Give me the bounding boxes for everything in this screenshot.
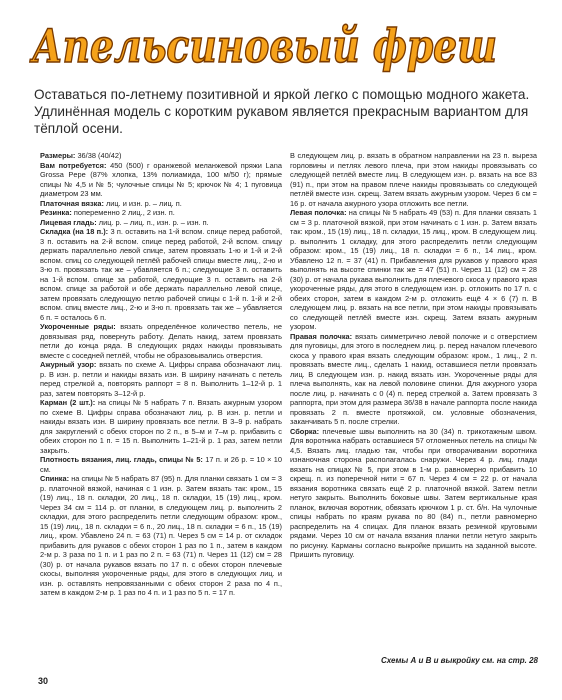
instruction-text: на спицы № 5 набрать 7 п. Вязать ажурным узором по схеме В. Цифры справа обозначают лиц. р. В изн. р. петли и накиды вязать изн. В ширину провязать все петли. В 3–9 р. набрать для закруглений с обеих сторон по 2 п., в 5–м и 7–м р. прибавить с обеих сторон по 1 п. = 15 п. Выполнить 1–21-й р. 1 раз, затем петли закрыть.	[40, 398, 282, 455]
instruction-heading: Левая полочка:	[290, 208, 347, 217]
instruction-heading: Вам потребуется:	[40, 160, 107, 170]
instruction-text: плечевые швы выполнить на 30 (34) п. трикотажным швом. Для воротника набрать оставшиеся 57 отложенных петель на спицы № 4,5. Вязать лиц. гладью так, чтобы при отворачивании воротника изнаночная сторона располагалась снаружи. Через 4 р. лиц. глади вязать на спицах № 5, при этом в 1-м р. равномерно прибавить 10 скрещ. п. из поперечной нити = 67 п. Через 4 см = 22 р. от начала вязания воротника связать ещё 2 р. платочной вязкой. Затем петли нетуго закрыть. Выполнить боковые швы. Затем вертикальные края планок, включая воротник, обвязать крючком 1 р. ст. б/н. На чулочные спицы набрать по краям рукава по 80 (84) п., петли равномерно распределить на 4 спицах. Для планок вязать резинкой круговыми рядами. Через 10 см от начала вязания планки петли нетуго закрыть по рисунку. Карманы согласно выкройке пришить на заданной высоте. Пришить пуговицу.	[290, 426, 537, 559]
instruction-text: 36/38 (40/42)	[75, 151, 122, 160]
title-text: Апельсиновый фреш	[29, 19, 498, 73]
instruction-heading: Резинка:	[40, 208, 72, 217]
instruction-paragraph	[40, 161, 282, 199]
instruction-paragraph	[290, 208, 537, 332]
instruction-text: 450 (500) г оранжевой меланжевой пряжи Lana Grossa Pepe (87% хлопка, 13% полиамида, 100 м/50 г); прямые спицы № 4,5 и № 5; чулочные спицы № 5; крючок № 4; 1 пуговица диаметром 23 мм.	[40, 160, 282, 198]
instruction-paragraph	[290, 427, 537, 560]
instruction-heading: Платочная вязка:	[40, 198, 104, 208]
instruction-paragraph	[40, 474, 282, 598]
intro-paragraph: Оставаться по-летнему позитивной и яркой легко с помощью модного жакета. Удлинённая модель с коротким рукавом является прекрасным вариантом для тёплой осени.	[34, 87, 530, 136]
instruction-paragraph	[40, 398, 282, 455]
instruction-text: 3 п. оставить на 1-й вспом. спице перед работой, 3 п. оставить на 2-й вспом. спице перед работой, 2-й вспом. спицу держать параллельно левой спице, затем провязать 1-ю и 1-й и 2-й вспом. спиц со следующей петлёй рабочей спицы вместе лиц., 2-ю и 3-ю п. провязать так же – убавляется 6 п.; следующие 3 п. оставить на 1-й вспом. спице за работой, следующие 3 п. оставить на 2-й вспом. спице за работой и обе держать параллельно левой спице, затем провязать следующую петлю рабочей спицы с 1-й п. 1-й и 2-й вспом. спиц вместе лиц., 2-ю и 3-ю п. провязать так же – убавляется 6 п. = осталось 6 п.	[40, 227, 282, 322]
instruction-text: вязать определённое количество петель, не довязывая ряд, повернуть работу. Делать накид, затем провязать петли до конца ряда. В следующих рядах накиды провязывать вместе с соседней петлёй, чтобы не образовывались отверстия.	[40, 322, 282, 360]
instruction-heading: Сборка:	[290, 426, 320, 436]
instruction-text: на спицы № 5 набрать 49 (53) п. Для планки связать 1 см = 3 р. платочной вязкой, при этом начинать с 1 изн. р. Затем вязать так: кром., 15 (19) лиц., 18 п. складки, 15 лиц., кром. В следующем лиц. р. выполнить 1 складку, для этого распределить петли следующим образом: кром., 15 (19) лиц., 18 п. складки = 6 п., 14 лиц., кром. Убавлено 12 п. = 37 (41) п. Прибавления для рукавов у правого края выполнять на высоте спинки так же = 47 (51) п. Через 11 (12) см = 28 (30) р. от начала рукава выполнить для плечевого скоса у правого края укороченные ряды, для этого в следующем изн. р. отложить по 17 п. с обеих сторон, затем в каждом 2-м р. отложить ещё 4 × 6 (7) п. В следующем лиц. р. вязать на все петли, при этом накиды провязывать со следующей петлёй вместе изн. скрещ. Затем вязать ажурным узором.	[290, 208, 537, 331]
instruction-text: вязать по схеме А. Цифры справа обозначают лиц. р. В изн. р. петли и накиды вязать изн. В ширину начинать с петель перед стрелкой а, повторять раппорт = 8 п. Выполнить 1–12-й р. 1 раз, затем повторять 3–12-й р.	[40, 360, 282, 398]
instruction-text: лиц. р. – лиц. п., изн. р. – изн. п.	[96, 217, 209, 227]
instruction-heading: Укороченные ряды:	[40, 322, 116, 331]
instruction-heading: Размеры:	[40, 151, 76, 160]
instruction-paragraph	[290, 151, 537, 208]
instruction-heading: Ажурный узор:	[40, 360, 97, 369]
instruction-paragraph	[40, 455, 282, 474]
instruction-paragraph	[40, 227, 282, 322]
instruction-heading: Плотность вязания, лиц. гладь, спицы № 5:	[40, 455, 203, 464]
instruction-heading: Складка (на 18 п.):	[40, 227, 109, 236]
instruction-paragraph	[40, 218, 282, 228]
instruction-heading: Правая полочка:	[290, 331, 353, 341]
instruction-paragraph	[40, 322, 282, 360]
schemes-reference-note: Схемы А и В и выкройку см. на стр. 28	[381, 656, 538, 665]
instruction-paragraph	[40, 360, 282, 398]
instruction-heading: Спинка:	[40, 474, 70, 483]
instruction-paragraph	[40, 208, 282, 218]
page-number: 30	[38, 676, 49, 686]
instruction-text: 17 п. и 26 р. = 10 × 10 см.	[40, 455, 282, 474]
page-title	[22, 14, 542, 76]
instruction-text: попеременно 2 лиц., 2 изн. п.	[71, 208, 175, 217]
instruction-text: В следующем лиц. р. вязать в обратном направлении на 23 п. выреза горловины и петлях левого плеча, при этом накиды провязывать со следующей петлёй вместе лиц. В следующем изн. р. вязать на все 83 (91) п., при этом на правом плече накиды провязывать со следующей петлёй вместе изн. скрещ. Затем вязать ажурным узором. Через 6 см = 16 р. от начала ажурного узора отложить все петли.	[290, 151, 537, 208]
instructions-left-column	[40, 151, 282, 651]
instruction-heading: Карман (2 шт.):	[40, 398, 96, 407]
instruction-heading: Лицевая гладь:	[40, 217, 97, 227]
instructions-right-column	[290, 151, 537, 651]
instruction-paragraph	[40, 199, 282, 209]
instruction-text: лиц. и изн. р. – лиц. п.	[103, 198, 182, 208]
instruction-paragraph	[290, 332, 537, 427]
instruction-text: на спицы № 5 набрать 87 (95) п. Для планки связать 1 см = 3 р. платочной вязкой, начиная с 1 изн. р. Затем вязать так: кром., 15 (19) лиц., 18 п. складки, 20 лиц., 18 п. складки, 15 (19) лиц., кром. Через 34 см = 114 р. от планки, в следующем лиц. р. выполнить 2 складки, для этого распределить петли следующим образом: кром., 15 (19) лиц., 18 п. складки = 6 п., 20 лиц., 18 п. складки = 6 п., 15 (19) лиц., кром. Убавлено 24 п. = 63 (71) п. Через 5 см = 14 р. от складок прибавить для рукавов с обеих сторон 1 раз по 1 п., затем в каждом 2-м р. 3 раза по 1 п. и 1 раз по 2 п. = 63 (71) п. Через 11 (12) см = 28 (30) р. от начала рукавов вязать по 17 п. с обеих сторон плечевые скосы, выполняя укороченные ряды, для этого в следующих лиц. и изн. р. оставлять непровязанными с обеих сторон 2 раза по 4 п., затем в каждом 2-м р. 1 раз по 4 п. и 1 раз по 5 п. = 17 п.	[40, 474, 282, 597]
instruction-text: вязать симметрично левой полочке и с отверстием для пуговицы, для этого в последнем лиц. р. перед началом плечевого скоса у правого края вязать следующим образом: кром., 1 лиц., 2 п. провязать вместе лиц., сделать 1 накид, оставшиеся петли провязать лиц. В следующем изн. р. накид вязать изн. Укороченные ряды для плеча выполнять, как на левой половине спинки. Для ажурного узора после лиц. р. начинать с 0 (4) п. перед стрелкой а. Затем провязать 3 раппорта, при этом для размера 36/38 в начале раппорта после накида провязать 2 п. вместе протяжкой, см. условные обозначения, заканчивать 5 п. после стрелки.	[290, 331, 537, 426]
instruction-paragraph	[40, 151, 282, 161]
